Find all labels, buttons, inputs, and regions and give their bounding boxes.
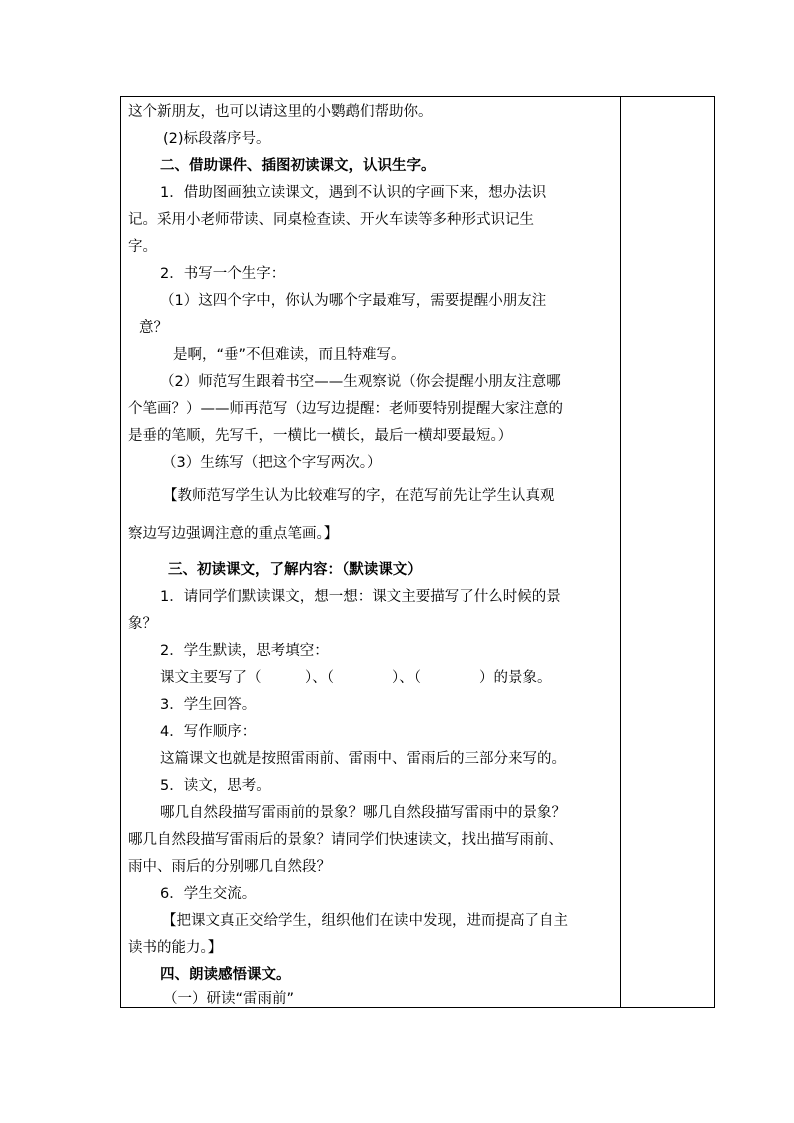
text-line: 这篇课文也就是按照雷雨前、雷雨中、雷雨后的三部分来写的。	[160, 751, 566, 767]
section-heading: 三、初读课文，了解内容：（默读课文）	[168, 562, 422, 578]
teaching-note: 察边写边强调注意的重点笔画。】	[128, 526, 339, 542]
text-line: 记。采用小老师带读、同桌检查读、开火车读等多种形式识记生	[128, 212, 534, 228]
teaching-note: 【教师范写学生认为比较难写的字，在范写前先让学生认真观	[163, 488, 555, 504]
teaching-note: 读书的能力。】	[128, 940, 223, 956]
text-line: 象？	[128, 616, 157, 632]
text-line: 这个新朋友，也可以请这里的小鹦鹉们帮助你。	[128, 104, 433, 120]
text-line: 2．书写一个生字：	[160, 266, 286, 282]
text-line: 5．读文，思考。	[160, 778, 271, 794]
text-line: (2)标段落序号。	[163, 131, 271, 147]
section-heading: 四、朗读感悟课文。	[160, 967, 291, 983]
text-line: 哪几自然段描写雷雨后的景象？请同学们快速读文，找出描写雨前、	[128, 832, 563, 848]
text-line: 4．写作顺序：	[160, 724, 257, 740]
section-heading: 二、借助课件、插图初读课文，认识生字。	[160, 158, 436, 174]
text-line: （1）这四个字中，你认为哪个字最难写，需要提醒小朋友注	[160, 293, 547, 309]
teaching-note: 【把课文真正交给学生，组织他们在读中发现，进而提高了自主	[162, 913, 568, 929]
text-line: 哪几自然段描写雷雨前的景象？哪几自然段描写雷雨中的景象？	[160, 805, 566, 821]
fill-in-blank-line: 课文主要写了（ ）、（ ）、（ ）的景象。	[160, 670, 552, 686]
text-line: 1．借助图画独立读课文，遇到不认识的字画下来，想办法识	[160, 185, 547, 201]
text-line: 6．学生交流。	[160, 886, 257, 902]
text-line: 字。	[128, 239, 157, 255]
text-line: 雨中、雨后的分别哪几自然段？	[128, 859, 331, 875]
text-line: 2．学生默读，思考填空：	[160, 643, 329, 659]
text-line: 是垂的笔顺，先写千，一横比一横长，最后一横却要最短。）	[128, 428, 513, 444]
text-line: 个笔画？）——师再范写（边写边提醒：老师要特别提醒大家注意的	[128, 401, 563, 417]
lesson-table	[120, 96, 715, 1008]
notes-column	[621, 97, 714, 1007]
text-line: 1．请同学们默读课文，想一想：课文主要描写了什么时候的景	[160, 589, 561, 605]
text-line: 是啊，“垂”不但难读，而且特难写。	[173, 347, 406, 363]
text-line: （2）师范写生跟着书空——生观察说（你会提醒小朋友注意哪	[160, 374, 561, 390]
text-line: 意？	[139, 320, 168, 336]
text-line: （一）研读“雷雨前”	[163, 991, 295, 1007]
text-line: 3．学生回答。	[160, 697, 257, 713]
text-line: （3）生练写（把这个字写两次。）	[162, 455, 382, 471]
